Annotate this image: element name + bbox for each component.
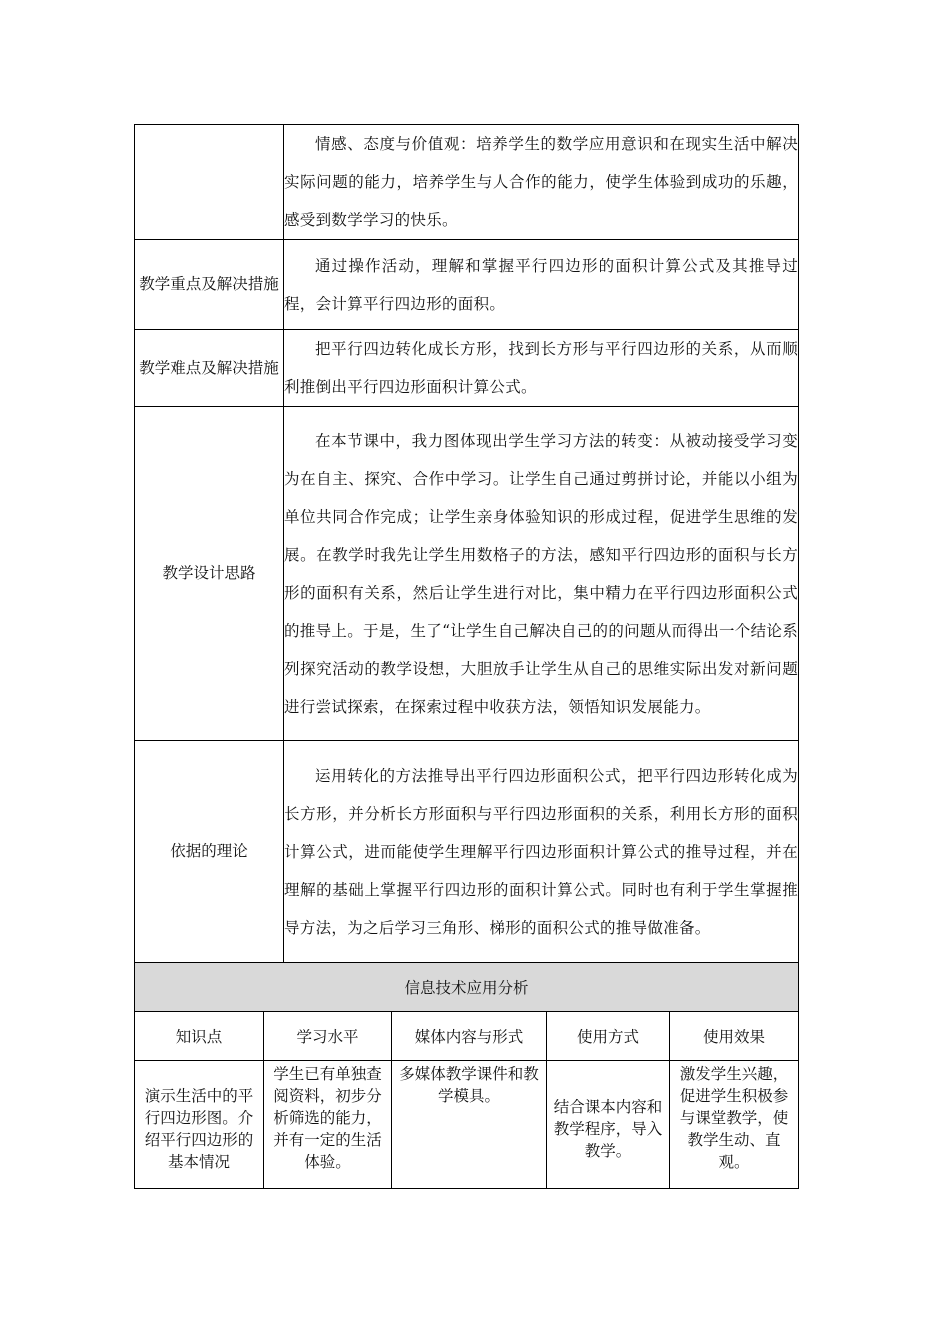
row-theory: [135, 741, 799, 963]
values-text: 情感、态度与价值观：培养学生的数学应用意识和在现实生活中解决实际问题的能力，培养学生与人合作的能力，使学生体验到成功的乐趣，感受到数学学习的快乐。: [284, 125, 799, 240]
table-cell: 结合课本内容和教学程序，导入教学。: [547, 1061, 670, 1189]
design-idea-text: 在本节课中，我力图体现出学生学习方法的转变：从被动接受学习变为在自主、探究、合作中学习。让学生自己通过剪拼讨论，并能以小组为单位共同合作完成；让学生亲身体验知识的形成过程，促进学生思维的发展。在教学时我先让学生用数格子的方法，感知平行四边形的面积与长方形的面积有关系，然后让学生进行对比，集中精力在平行四边形面积公式的推导上。于是，生了“让学生自己解决自己的的问题从而得出一个结论系列探究活动的教学设想，大胆放手让学生从自己的思维实际出发对新问题进行尝试探索，在探索过程中收获方法，领悟知识发展能力。: [284, 407, 799, 741]
difficulties-label: 教学难点及解决措施: [135, 330, 284, 407]
column-header: 学习水平: [264, 1012, 392, 1061]
row-label-empty: [135, 125, 284, 240]
design-idea-label: 教学设计思路: [135, 407, 284, 741]
difficulties-text: 把平行四边转化成长方形，找到长方形与平行四边形的关系，从而顺利推倒出平行四边形面积计算公式。: [284, 330, 799, 407]
table-cell: 演示生活中的平行四边形图。介绍平行四边形的基本情况: [135, 1061, 264, 1189]
key-points-text: 通过操作活动，理解和掌握平行四边形的面积计算公式及其推导过程，会计算平行四边形的面积。: [284, 240, 799, 330]
table-cell: 学生已有单独查阅资料，初步分析筛选的能力，并有一定的生活体验。: [264, 1061, 392, 1189]
theory-text: 运用转化的方法推导出平行四边形面积公式，把平行四边形转化成为长方形，并分析长方形面积与平行四边形面积的关系，利用长方形的面积计算公式，进而能使学生理解平行四边形面积计算公式的推导过程，并在理解的基础上掌握平行四边形的面积计算公式。同时也有利于学生掌握推导方法，为之后学习三角形、梯形的面积公式的推导做准备。: [284, 741, 799, 963]
theory-label: 依据的理论: [135, 741, 284, 963]
table-cell: 多媒体教学课件和教学模具。: [392, 1061, 547, 1189]
row-design-idea: [135, 407, 799, 741]
info-column-headers: [135, 1012, 799, 1061]
column-header: 知识点: [135, 1012, 264, 1061]
column-header: 媒体内容与形式: [392, 1012, 547, 1061]
lesson-plan-table: [134, 124, 799, 1189]
row-difficulties: [135, 330, 799, 407]
info-data-row: [135, 1061, 799, 1189]
column-header: 使用效果: [670, 1012, 799, 1061]
info-section-header-row: [135, 963, 799, 1012]
column-header: 使用方式: [547, 1012, 670, 1061]
info-section-title: 信息技术应用分析: [135, 963, 799, 1012]
table-cell: 激发学生兴趣，促进学生积极参与课堂教学，使教学生动、直观。: [670, 1061, 799, 1189]
key-points-label: 教学重点及解决措施: [135, 240, 284, 330]
row-values: [135, 125, 799, 240]
row-key-points: [135, 240, 799, 330]
